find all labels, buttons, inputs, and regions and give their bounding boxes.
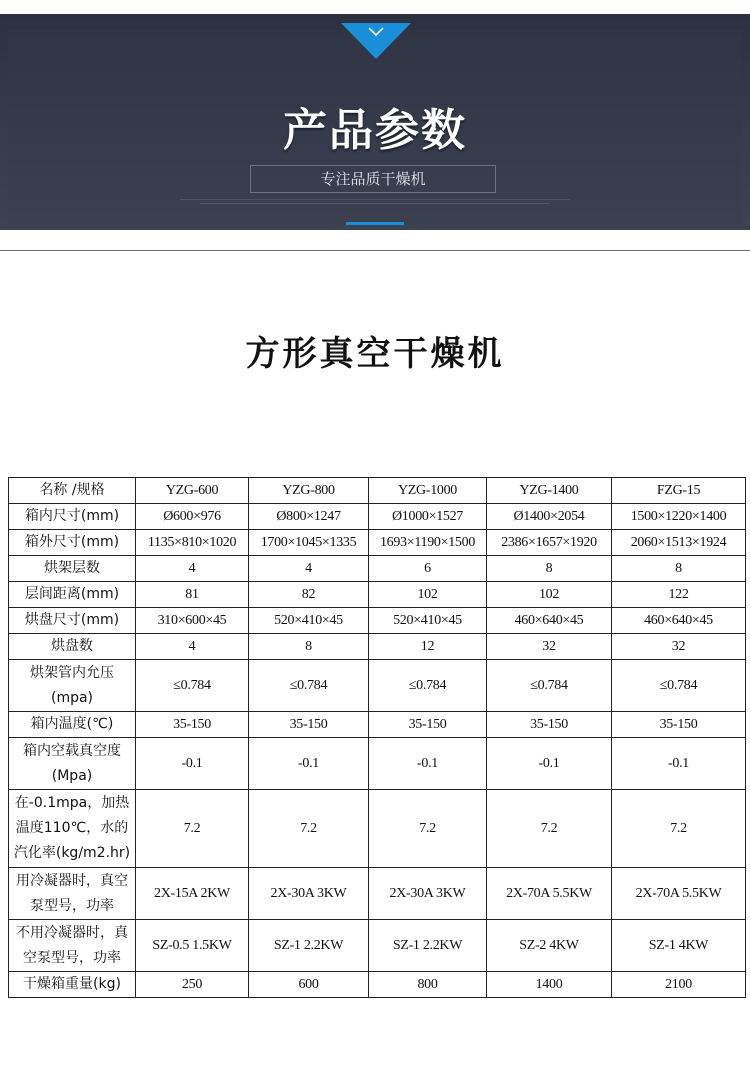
- model-header: YZG-1000: [369, 478, 487, 504]
- table-row: [9, 712, 746, 738]
- table-cell: 7.2: [487, 790, 612, 868]
- banner: [0, 14, 750, 230]
- row-label: 不用冷凝器时，真空泵型号，功率: [9, 920, 136, 972]
- table-cell: Ø1000×1527: [369, 504, 487, 530]
- table-cell: 35-150: [249, 712, 369, 738]
- row-label: 箱内尺寸(mm): [9, 504, 136, 530]
- table-cell: 81: [136, 582, 249, 608]
- table-cell: 4: [249, 556, 369, 582]
- model-header: YZG-600: [136, 478, 249, 504]
- table-cell: -0.1: [487, 738, 612, 790]
- model-header: FZG-15: [612, 478, 746, 504]
- spec-table: [8, 477, 746, 998]
- table-cell: 600: [249, 972, 369, 998]
- table-row: [9, 582, 746, 608]
- table-header-row: [9, 478, 746, 504]
- table-cell: SZ-1 2.2KW: [249, 920, 369, 972]
- table-cell: SZ-1 4KW: [612, 920, 746, 972]
- table-cell: ≤0.784: [249, 660, 369, 712]
- table-cell: 1400: [487, 972, 612, 998]
- table-cell: -0.1: [612, 738, 746, 790]
- table-row: [9, 868, 746, 920]
- row-label: 箱内温度(℃): [9, 712, 136, 738]
- row-label: 箱内空载真空度(Mpa): [9, 738, 136, 790]
- table-cell: 35-150: [487, 712, 612, 738]
- table-cell: 250: [136, 972, 249, 998]
- table-cell: 310×600×45: [136, 608, 249, 634]
- table-cell: 2060×1513×1924: [612, 530, 746, 556]
- row-label: 在-0.1mpa，加热温度110℃，水的汽化率(kg/m2.hr): [9, 790, 136, 868]
- table-cell: 520×410×45: [369, 608, 487, 634]
- row-label: 烘架层数: [9, 556, 136, 582]
- table-cell: 12: [369, 634, 487, 660]
- table-cell: SZ-0.5 1.5KW: [136, 920, 249, 972]
- table-cell: 8: [249, 634, 369, 660]
- table-row: [9, 556, 746, 582]
- row-label: 烘架管内允压(mpa): [9, 660, 136, 712]
- header-label: 名称 /规格: [9, 478, 136, 504]
- table-cell: ≤0.784: [487, 660, 612, 712]
- table-cell: 35-150: [612, 712, 746, 738]
- table-cell: 4: [136, 634, 249, 660]
- table-cell: 6: [369, 556, 487, 582]
- divider: [180, 199, 570, 200]
- table-row: [9, 660, 746, 712]
- table-cell: 2X-30A 3KW: [249, 868, 369, 920]
- table-cell: Ø600×976: [136, 504, 249, 530]
- table-cell: SZ-2 4KW: [487, 920, 612, 972]
- table-cell: 7.2: [249, 790, 369, 868]
- table-cell: -0.1: [369, 738, 487, 790]
- table-cell: 1500×1220×1400: [612, 504, 746, 530]
- table-cell: -0.1: [249, 738, 369, 790]
- table-row: [9, 634, 746, 660]
- row-label: 烘盘数: [9, 634, 136, 660]
- table-row: [9, 530, 746, 556]
- table-cell: 102: [369, 582, 487, 608]
- table-cell: 800: [369, 972, 487, 998]
- chevron-down-icon: [366, 25, 386, 39]
- row-label: 箱外尺寸(mm): [9, 530, 136, 556]
- row-label: 用冷凝器时，真空泵型号，功率: [9, 868, 136, 920]
- table-cell: ≤0.784: [612, 660, 746, 712]
- table-row: [9, 790, 746, 868]
- table-cell: 32: [487, 634, 612, 660]
- divider: [200, 203, 550, 204]
- row-label: 层间距离(mm): [9, 582, 136, 608]
- table-cell: ≤0.784: [136, 660, 249, 712]
- table-row: [9, 738, 746, 790]
- table-cell: 520×410×45: [249, 608, 369, 634]
- table-cell: 7.2: [612, 790, 746, 868]
- table-cell: 8: [612, 556, 746, 582]
- banner-title: 产品参数: [283, 105, 467, 156]
- table-cell: 7.2: [136, 790, 249, 868]
- row-label: 烘盘尺寸(mm): [9, 608, 136, 634]
- model-header: YZG-1400: [487, 478, 612, 504]
- table-cell: ≤0.784: [369, 660, 487, 712]
- section-divider: [0, 250, 750, 251]
- table-cell: 2X-70A 5.5KW: [612, 868, 746, 920]
- page-title: 方形真空干燥机: [245, 334, 505, 374]
- model-header: YZG-800: [249, 478, 369, 504]
- table-cell: Ø800×1247: [249, 504, 369, 530]
- table-cell: 2X-70A 5.5KW: [487, 868, 612, 920]
- table-cell: 2386×1657×1920: [487, 530, 612, 556]
- row-label: 干燥箱重量(kg): [9, 972, 136, 998]
- table-cell: 82: [249, 582, 369, 608]
- table-cell: 460×640×45: [487, 608, 612, 634]
- table-cell: 2X-30A 3KW: [369, 868, 487, 920]
- table-cell: 8: [487, 556, 612, 582]
- table-cell: 32: [612, 634, 746, 660]
- table-cell: 4: [136, 556, 249, 582]
- table-cell: 102: [487, 582, 612, 608]
- table-cell: -0.1: [136, 738, 249, 790]
- table-cell: SZ-1 2.2KW: [369, 920, 487, 972]
- accent-underline: [346, 222, 404, 225]
- table-cell: 2X-15A 2KW: [136, 868, 249, 920]
- table-cell: 35-150: [369, 712, 487, 738]
- table-cell: 1700×1045×1335: [249, 530, 369, 556]
- table-row: [9, 504, 746, 530]
- table-cell: 1135×810×1020: [136, 530, 249, 556]
- banner-subtitle: 专注品质干燥机: [250, 165, 496, 193]
- table-cell: 2100: [612, 972, 746, 998]
- table-cell: 460×640×45: [612, 608, 746, 634]
- table-row: [9, 972, 746, 998]
- table-cell: 35-150: [136, 712, 249, 738]
- table-row: [9, 608, 746, 634]
- table-cell: 122: [612, 582, 746, 608]
- table-row: [9, 920, 746, 972]
- table-cell: Ø1400×2054: [487, 504, 612, 530]
- table-cell: 7.2: [369, 790, 487, 868]
- table-cell: 1693×1190×1500: [369, 530, 487, 556]
